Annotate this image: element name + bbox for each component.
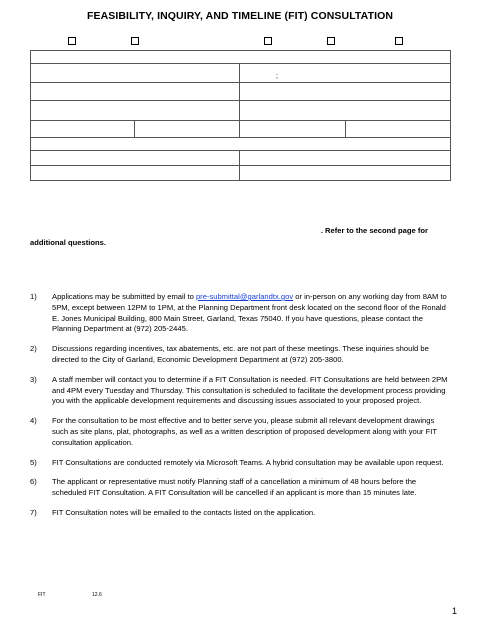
checkbox-4[interactable] (327, 37, 335, 45)
list-item (30, 416, 450, 448)
item-number: 5) (30, 457, 37, 467)
grid-line (30, 165, 451, 166)
list-item (30, 375, 450, 407)
footer-label: FIT (38, 592, 46, 598)
item-text: For the consultation to be most effective and to better serve you, please submit all relevant development drawings such as site plans, plat, photographs, as well as a written description of proposed development along with your FIT consultation application. (52, 416, 437, 447)
item-number: 1) (30, 292, 37, 301)
grid-line (30, 50, 451, 51)
intro-text (30, 225, 450, 249)
list-item (30, 292, 450, 335)
grid-line (239, 150, 240, 180)
item-text: Discussions regarding incentives, tax abatements, etc. are not part of these meetings. These inquiries should be directed to the City of Garland, Economic Development Department at (972) 205-3800. (52, 344, 429, 364)
checkbox-3[interactable] (264, 37, 272, 45)
item-text: FIT Consultation notes will be emailed to the contacts listed on the application. (52, 507, 316, 517)
grid-line (30, 100, 451, 101)
field-separator: ; (276, 73, 278, 80)
item-number: 6) (30, 477, 37, 487)
grid-line (30, 120, 451, 121)
instructions-list (30, 292, 450, 528)
list-item (30, 508, 450, 519)
form-grid (30, 50, 451, 180)
list-item (30, 344, 450, 366)
grid-line (30, 180, 451, 181)
email-link[interactable]: pre-submittal@garlandtx.gov (195, 292, 294, 301)
item-number: 7) (30, 507, 37, 517)
grid-line (30, 137, 451, 138)
grid-line (345, 120, 346, 137)
checkbox-2[interactable] (131, 37, 139, 45)
grid-line (30, 82, 451, 83)
page-title: FEASIBILITY, INQUIRY, AND TIMELINE (FIT) CONSULTATION (86, 10, 394, 22)
item-text: A staff member will contact you to determine if a FIT Consultation is needed. FIT Consultations are held between 2PM and 4PM every Tuesday and Thursday. This consultation is scheduled to facilitate the development process providing you with the applicable development requirements and discussing issues associated to your proposed project. (52, 374, 448, 406)
item-text: The applicant or representative must notify Planning staff of a cancellation a minimum of 48 hours before the scheduled FIT Consultation. A FIT Consultation will be cancelled if an applicant is more than 15 minutes late. (52, 477, 417, 498)
list-item (30, 477, 450, 499)
checkbox-1[interactable] (68, 37, 76, 45)
list-item (30, 458, 450, 469)
item-number: 4) (30, 416, 37, 426)
grid-line (239, 63, 240, 100)
footer-code: 12.6 (92, 592, 102, 598)
grid-line (30, 50, 31, 180)
item-text: Applications may be submitted by email to (52, 292, 196, 301)
grid-line (30, 150, 451, 151)
grid-line (30, 63, 451, 64)
intro-line-1: . Refer to the second page for (320, 226, 428, 235)
intro-line-2: additional questions. (30, 238, 106, 247)
item-text: or in-person on any working day from 8AM to 5PM, except between 12PM to 1PM, at the Planning Department front desk located on the second floor of the Ronald E. Jones Municipal Building, 800 Main Street, Garland, Texas 75040. If you have questions, please contact the Planning Department at (972) 205-2445. (52, 292, 447, 334)
page-number: 1 (452, 606, 458, 616)
item-number: 2) (30, 344, 37, 354)
item-text: FIT Consultations are conducted remotely via Microsoft Teams. A hybrid consultation may be available upon request. (52, 457, 444, 467)
checkbox-5[interactable] (395, 37, 403, 45)
grid-line (239, 100, 240, 137)
grid-line (134, 120, 135, 137)
item-number: 3) (30, 374, 37, 384)
grid-line (450, 50, 451, 180)
